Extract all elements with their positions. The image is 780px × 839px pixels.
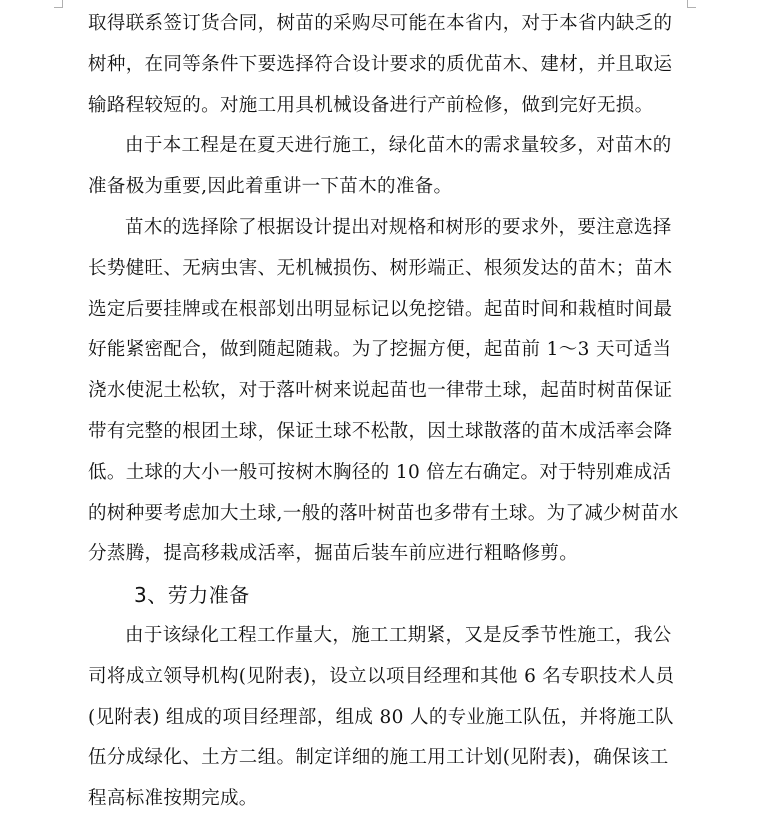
paragraph-line: 由于本工程是在夏天进行施工，绿化苗木的需求量较多，对苗木的 xyxy=(125,135,672,157)
paragraph-line: 低。土球的大小一般可按树木胸径的 10 倍左右确定。对于特别难成活 xyxy=(88,461,672,483)
paragraph-line: 由于该绿化工程工作量大，施工工期紧，又是反季节性施工，我公 xyxy=(125,624,672,646)
paragraph-line: 的树种要考虑加大土球,一般的落叶树苗也多带有土球。为了减少树苗水 xyxy=(88,502,679,524)
paragraph-line: 程高标准按期完成。 xyxy=(88,788,258,810)
paragraph-line: 分蒸腾，提高移栽成活率，掘苗后装车前应进行粗略修剪。 xyxy=(88,543,579,565)
margin-corner-mark-left xyxy=(62,0,63,8)
paragraph-line: 苗木的选择除了根据设计提出对规格和树形的要求外，要注意选择 xyxy=(125,216,672,238)
section-heading: 3、劳力准备 xyxy=(134,583,250,608)
margin-corner-mark-right xyxy=(687,0,688,8)
paragraph-line: 取得联系签订货合同，树苗的采购尽可能在本省内，对于本省内缺乏的 xyxy=(88,13,673,34)
paragraph-line: (见附表) 组成的项目经理部，组成 80 人的专业施工队伍，并将施工队 xyxy=(88,706,674,728)
paragraph-line: 选定后要挂牌或在根部划出明显标记以免挖错。起苗时间和栽植时间最 xyxy=(88,298,673,320)
paragraph-line: 准备极为重要,因此着重讲一下苗木的准备。 xyxy=(88,176,453,198)
paragraph-line: 浇水使泥土松软，对于落叶树来说起苗也一律带土球，起苗时树苗保证 xyxy=(88,380,673,402)
paragraph-line: 树种，在同等条件下要选择符合设计要求的质优苗木、建材，并且取运 xyxy=(88,53,673,75)
paragraph-line: 司将成立领导机构(见附表)，设立以项目经理和其他 6 名专职技术人员 xyxy=(88,665,675,687)
paragraph-line: 好能紧密配合，做到随起随栽。为了挖掘方便，起苗前 1～3 天可适当 xyxy=(88,339,672,361)
paragraph-line: 伍分成绿化、土方二组。制定详细的施工用工计划(见附表)，确保该工 xyxy=(88,747,669,769)
paragraph-line: 输路程较短的。对施工用具机械设备进行产前检修，做到完好无损。 xyxy=(88,94,654,116)
paragraph-line: 长势健旺、无病虫害、无机械损伤、树形端正、根须发达的苗木；苗木 xyxy=(88,257,673,279)
document-body xyxy=(88,4,679,820)
paragraph-line: 带有完整的根团土球，保证土球不松散，因土球散落的苗木成活率会降 xyxy=(88,420,673,442)
